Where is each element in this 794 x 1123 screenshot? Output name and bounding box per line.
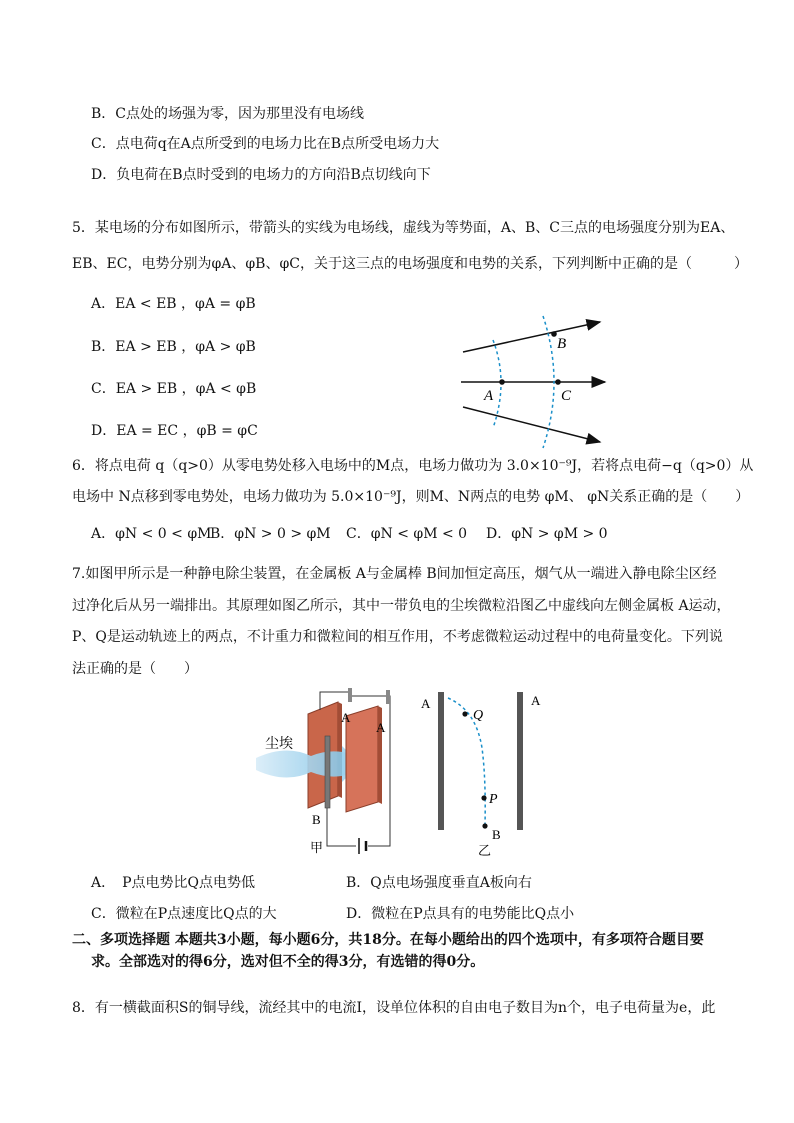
q7-stem-line2: 过净化后从另一端排出。其原理如图乙所示，其中一带负电的尘埃微粒沿图乙中虚线向左侧金属板 A运动，: [72, 598, 731, 614]
label-b: B: [557, 336, 567, 352]
plate-terminal-right: [386, 690, 390, 704]
q7-figure-jia: [256, 686, 416, 858]
dust-label: 尘埃: [265, 737, 293, 752]
plate-a-right: [517, 692, 523, 830]
label-a: A: [484, 388, 494, 404]
metal-plate-front: [346, 706, 378, 812]
q7-stem-line1: 7.如图甲所示是一种静电除尘装置，在金属板 A与金属棒 B间加恒定高压，烟气从一端进入静电除尘区经: [72, 566, 717, 582]
q5-option-c: C．EA > EB ，φA < φB: [91, 381, 257, 397]
q7-option-a: A． P点电势比Q点电势低: [91, 875, 256, 891]
q5-stem-line2: EB、EC，电势分别为φA、φB、φC，关于这三点的电场强度和电势的关系，下列判断中正确的是（ ）: [72, 256, 748, 272]
point-p-dot: [481, 795, 486, 800]
q6-option-d: D．φN > φM > 0: [486, 526, 608, 542]
q7-option-c: C．微粒在P点速度比Q点的大: [91, 906, 277, 922]
plate-a-left: [438, 692, 444, 830]
q6-option-c: C．φN < φM < 0: [346, 526, 468, 542]
q6-stem-line1: 6．将点电荷 q（q>0）从零电势处移入电场中的M点，电场力做功为 3.0×10⁻⁹J，若将点电荷−q（q>0）从: [72, 458, 754, 474]
point-q-dot: [462, 711, 467, 716]
label-b: B: [492, 827, 501, 842]
section2-heading-line2: 求。全部选对的得6分，选对但不全的得3分，有选错的得0分。: [91, 954, 485, 970]
label-q: Q: [473, 708, 484, 723]
wire-bottom: [327, 808, 356, 846]
q4-option-c: C．点电荷q在A点所受到的电场力比在B点所受电场力大: [91, 136, 440, 152]
q6-option-a: A．φN < 0 < φM: [91, 526, 212, 542]
q5-option-a: A．EA < EB ，φA = φB: [91, 296, 256, 312]
section2-heading-line1: 二、多项选择题 本题共3小题，每小题6分，共18分。在每小题给出的四个选项中，有多项符合题目要: [72, 932, 704, 948]
q6-option-b: B．φN > 0 > φM: [210, 526, 331, 542]
q8-stem-line1: 8．有一横截面积S的铜导线，流经其中的电流I，设单位体积的自由电子数目为n个，电子电荷量为e，此: [72, 1000, 716, 1016]
q4-option-d: D．负电荷在B点时受到的电场力的方向沿B点切线向下: [91, 167, 431, 183]
q5-option-d: D．EA = EC ，φB = φC: [91, 423, 258, 439]
q7-figure-yi: [418, 688, 553, 860]
label-p: P: [489, 792, 498, 807]
point-a-dot: [499, 379, 505, 385]
q5-stem-line1: 5．某电场的分布如图所示，带箭头的实线为电场线，虚线为等势面，A、B、C三点的电场强度分别为EA、: [72, 220, 735, 236]
plate-label-a2: A: [376, 720, 386, 735]
label-a-right: A: [531, 693, 541, 708]
q7-option-d: D．微粒在P点具有的电势能比Q点小: [346, 906, 575, 922]
figure-jia-caption: 甲: [310, 840, 324, 855]
point-c-dot: [555, 379, 561, 385]
q7-stem-line3: P、Q是运动轨迹上的两点，不计重力和微粒间的相互作用，不考虑微粒运动过程中的电荷量变化。下列说: [72, 629, 723, 645]
metal-rod-b: [325, 736, 330, 808]
q7-stem-line4: 法正确的是（ ）: [72, 661, 198, 677]
q6-stem-line2: 电场中 N点移到零电势处，电场力做功为 5.0×10⁻⁹J，则M、N两点的电势 φM、 φN关系正确的是（ ）: [72, 489, 750, 505]
point-b-dot: [551, 331, 557, 337]
point-b-dot: [482, 823, 487, 828]
figure-yi-caption: 乙: [478, 843, 492, 858]
q5-field-diagram: [455, 310, 615, 450]
rod-label-b: B: [312, 812, 321, 827]
field-line-lower: [463, 407, 600, 442]
plate-label-a1: A: [341, 710, 351, 725]
q5-option-b: B．EA > EB ，φA > φB: [91, 339, 256, 355]
q7-option-b: B．Q点电场强度垂直A板向右: [346, 875, 532, 891]
plate-terminal-top: [348, 688, 352, 702]
label-c: C: [561, 388, 572, 404]
q4-option-b: B．C点处的场强为零，因为那里没有电场线: [91, 106, 364, 122]
dust-stream: [256, 750, 351, 777]
label-a-left: A: [421, 696, 431, 711]
field-line-upper: [463, 322, 600, 352]
